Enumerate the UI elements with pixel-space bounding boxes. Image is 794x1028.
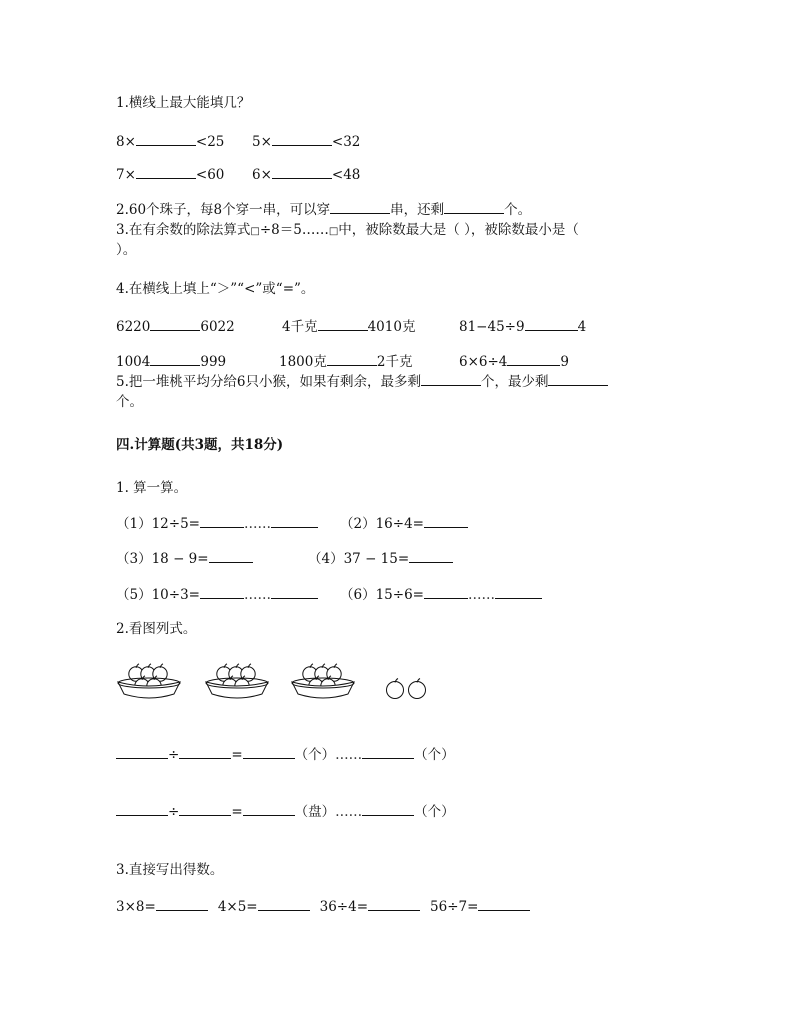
compare-blank[interactable] [150, 353, 200, 366]
answer-blank[interactable] [424, 515, 468, 528]
c2-title: 2.看图列式。 [116, 621, 197, 637]
answer-blank[interactable] [156, 898, 208, 911]
equals-sign: = [231, 747, 243, 763]
q5-line1 [116, 373, 608, 390]
compare-left: 6×6÷4 [459, 354, 508, 370]
item-expr: 18 − 9= [151, 551, 209, 567]
answer-blank[interactable] [136, 166, 196, 179]
q1-title: 1.横线上最大能填几？ [116, 95, 251, 111]
item-expr: 16÷4= [375, 516, 424, 532]
remainder-dots: …… [467, 587, 495, 603]
answer-blank[interactable] [421, 373, 481, 386]
item-expr: 10÷3= [151, 587, 200, 603]
apple-icon [409, 682, 426, 699]
blank-box-icon: □ [328, 226, 339, 237]
expr: 3×8= [116, 899, 156, 915]
section-title: 四.计算题(共3题，共18分) [116, 437, 284, 453]
q3-text: 中，被除数最大是（ ），被除数最小是（ [338, 222, 579, 238]
q5-text: 个，最少剩 [480, 374, 549, 390]
c2-line1 [116, 746, 455, 763]
expr-suffix: <48 [331, 167, 361, 183]
q4-r1-c2 [282, 318, 415, 335]
answer-blank[interactable] [368, 898, 420, 911]
q3-text: 3.在有余数的除法算式 [116, 222, 251, 238]
q1-row1-b [252, 133, 360, 150]
c1-item-1 [116, 515, 318, 532]
answer-blank[interactable] [258, 898, 310, 911]
expr-suffix: <32 [331, 134, 361, 150]
dividend-blank[interactable] [116, 746, 168, 759]
compare-left: 1004 [116, 354, 151, 370]
compare-blank[interactable] [507, 353, 560, 366]
c1-item-4 [308, 550, 453, 567]
q2-text: 串，还剩 [390, 202, 445, 218]
q5-line2: 个。 [116, 394, 143, 410]
quotient-blank[interactable] [243, 746, 295, 759]
expr: 4×5= [217, 899, 258, 915]
item-expr: 15÷6= [375, 587, 424, 603]
c1-title: 1. 算一算。 [116, 480, 188, 496]
compare-blank[interactable] [327, 353, 377, 366]
c3-row [116, 898, 530, 915]
expr-prefix: 7× [116, 167, 136, 183]
blank-box-icon: □ [250, 226, 260, 237]
item-number: （1） [116, 516, 152, 532]
remainder-dots: …… [243, 516, 271, 532]
unit-label: （个） [414, 804, 455, 820]
compare-right: 2千克 [376, 354, 413, 370]
expr-prefix: 6× [252, 167, 272, 183]
item-number: （6） [340, 587, 376, 603]
expr-suffix: <60 [195, 167, 225, 183]
item-number: （2） [340, 516, 376, 532]
equals-sign: = [231, 804, 243, 820]
compare-blank[interactable] [318, 318, 368, 331]
item-expr: 37 − 15= [343, 551, 410, 567]
q1-row2-a [116, 166, 224, 183]
divide-sign: ÷ [168, 804, 180, 820]
expr-prefix: 8× [116, 134, 136, 150]
apples-illustration [116, 660, 446, 706]
c1-item-2 [340, 515, 468, 532]
c1-item-3 [116, 550, 253, 567]
compare-blank[interactable] [525, 318, 578, 331]
q4-r2-c2 [279, 353, 412, 370]
compare-left: 81−45÷9 [459, 319, 525, 335]
answer-blank[interactable] [272, 133, 332, 146]
q1-row2-b [252, 166, 360, 183]
remainder-blank[interactable] [495, 586, 542, 599]
q4-r1-c1 [116, 318, 235, 335]
compare-right: 6022 [200, 319, 235, 335]
answer-blank[interactable] [136, 133, 196, 146]
divisor-blank[interactable] [179, 803, 231, 816]
answer-blank[interactable] [330, 201, 390, 214]
expr: 56÷7= [430, 899, 479, 915]
compare-right: 999 [200, 354, 227, 370]
compare-blank[interactable] [150, 318, 200, 331]
compare-left: 4千克 [282, 319, 318, 335]
unit-label: （个） [294, 747, 336, 763]
c3-title: 3.直接写出得数。 [116, 862, 224, 878]
q4-r2-c1 [116, 353, 226, 370]
q3-text: ÷8＝5…… [259, 222, 329, 238]
answer-blank[interactable] [478, 898, 530, 911]
q2-line [116, 201, 531, 218]
q4-r2-c3 [459, 353, 569, 370]
answer-blank[interactable] [272, 166, 332, 179]
q5-text: 5.把一堆桃平均分给6只小猴，如果有剩余，最多剩 [116, 374, 421, 390]
compare-right: 9 [560, 354, 569, 370]
unit-label: （个） [414, 747, 455, 763]
q2-text: 个。 [504, 202, 532, 218]
compare-right: 4 [577, 319, 587, 335]
answer-blank[interactable] [548, 373, 608, 386]
remainder-dots: …… [335, 804, 363, 820]
apple-icon [387, 682, 404, 699]
compare-left: 1800克 [279, 354, 327, 370]
dividend-blank[interactable] [116, 803, 168, 816]
remainder-dots: …… [243, 587, 271, 603]
item-number: （5） [116, 587, 152, 603]
q4-title: 4.在横线上填上“＞”“<”或“=”。 [116, 281, 315, 297]
q3-line2: ）。 [116, 242, 137, 258]
divisor-blank[interactable] [179, 746, 231, 759]
compare-left: 6220 [116, 319, 151, 335]
unit-label: （盘） [294, 804, 336, 820]
expr: 36÷4= [319, 899, 369, 915]
remainder-blank[interactable] [271, 586, 318, 599]
q3-line1 [116, 222, 579, 240]
c1-item-6 [340, 586, 542, 603]
compare-right: 4010克 [367, 319, 416, 335]
quotient-blank[interactable] [424, 586, 468, 599]
q1-row1-a [116, 133, 224, 150]
quotient-blank[interactable] [200, 515, 244, 528]
q4-r1-c3 [459, 318, 586, 335]
quotient-blank[interactable] [243, 803, 295, 816]
answer-blank[interactable] [409, 550, 453, 563]
answer-blank[interactable] [209, 550, 253, 563]
answer-blank[interactable] [444, 201, 504, 214]
quotient-blank[interactable] [200, 586, 244, 599]
q2-text: 2.60个珠子，每8个穿一串，可以穿 [116, 202, 331, 218]
expr-suffix: <25 [195, 134, 225, 150]
remainder-dots: …… [335, 747, 363, 763]
expr-prefix: 5× [252, 134, 272, 150]
remainder-blank[interactable] [362, 746, 414, 759]
c2-line2 [116, 803, 455, 820]
item-number: （3） [116, 551, 152, 567]
item-number: （4） [308, 551, 344, 567]
c1-item-5 [116, 586, 318, 603]
item-expr: 12÷5= [151, 516, 200, 532]
remainder-blank[interactable] [271, 515, 318, 528]
remainder-blank[interactable] [362, 803, 414, 816]
divide-sign: ÷ [168, 747, 180, 763]
